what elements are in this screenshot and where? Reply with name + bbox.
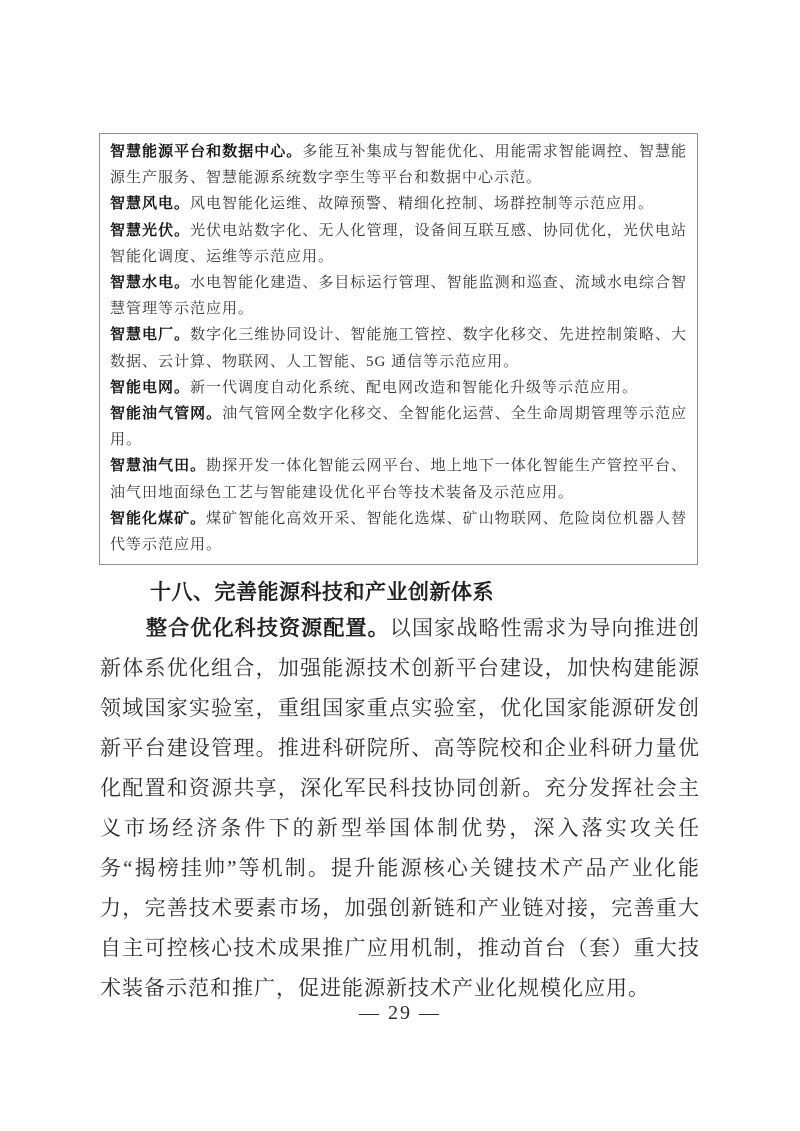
spec-item (110, 191, 687, 217)
spec-item (110, 453, 687, 505)
spec-item-desc: 光伏电站数字化、无人化管理，设备间互联互感、协同优化，光伏电站智能化调度、运维等示范应用。 (110, 222, 687, 265)
spec-item-term: 智慧水电。 (110, 274, 191, 292)
smart-energy-demo-table (99, 133, 698, 565)
spec-item (110, 218, 687, 270)
spec-item-desc: 油气管网全数字化移交、全智能化运营、全生命周期管理等示范应用。 (110, 406, 687, 449)
spec-item-desc: 新一代调度自动化系统、配电网改造和智能化升级等示范应用。 (190, 379, 639, 396)
spec-item-term: 智能油气管网。 (110, 405, 223, 423)
spec-item-desc: 数字化三维协同设计、智能施工管控、数字化移交、先进控制策略、大数据、云计算、物联网、人工智能、5G 通信等示范应用。 (110, 327, 687, 370)
spec-item (110, 375, 687, 401)
spec-item-term: 智能电网。 (110, 378, 191, 396)
spec-item (110, 270, 687, 322)
spec-item-desc: 勘探开发一体化智能云网平台、地上地下一体化智能生产管控平台、油气田地面绿色工艺与智能建设优化平台等技术装备及示范应用。 (110, 458, 687, 501)
spec-item-desc: 水电智能化建造、多目标运行管理、智能监测和巡查、流域水电综合智慧管理等示范应用。 (110, 275, 687, 318)
paragraph-body-text: 以国家战略性需求为导向推进创新体系优化组合，加强能源技术创新平台建设，加快构建能源领域国家实验室，重组国家重点实验室，优化国家能源研发创新平台建设管理。推进科研院所、高等院校和企业科研力量优化配置和资源共享，深化军民科技协同创新。充分发挥社会主义市场经济条件下的新型举国体制优势，深入落实攻关任务“揭榜挂帅”等机制。提升能源核心关键技术产品产业化能力，完善技术要素市场，加强创新链和产业链对接，完善重大自主可控核心技术成果推广应用机制，推动首台（套）重大技术装备示范和推广，促进能源新技术产业化规模化应用。 (100, 616, 701, 1000)
spec-item (110, 506, 687, 558)
spec-item (110, 401, 687, 453)
spec-item-term: 智能化煤矿。 (110, 509, 207, 527)
spec-item-term: 智慧油气田。 (110, 457, 207, 475)
spec-item-desc: 风电智能化运维、故障预警、精细化控制、场群控制等示范应用。 (190, 196, 655, 213)
paragraph-lead-phrase: 整合优化科技资源配置。 (146, 616, 390, 640)
spec-item-term: 智慧能源平台和数据中心。 (110, 143, 303, 160)
spec-item (110, 139, 687, 191)
spec-item-desc: 煤矿智能化高效开采、智能化选煤、矿山物联网、危险岗位机器人替代等示范应用。 (110, 510, 687, 554)
spec-item-term: 智慧电厂。 (110, 326, 191, 344)
page-number: — 29 — (359, 1002, 441, 1024)
section-paragraph (100, 608, 700, 1008)
spec-item-term: 智慧光伏。 (110, 221, 191, 239)
spec-item-term: 智慧风电。 (110, 195, 191, 213)
spec-item-desc: 多能互补集成与智能优化、用能需求智能调控、智慧能源生产服务、智慧能源系统数字孪生等平台和数据中心示范。 (110, 144, 687, 187)
spec-item (110, 322, 687, 374)
section-heading: 十八、完善能源科技和产业创新体系 (150, 581, 494, 604)
